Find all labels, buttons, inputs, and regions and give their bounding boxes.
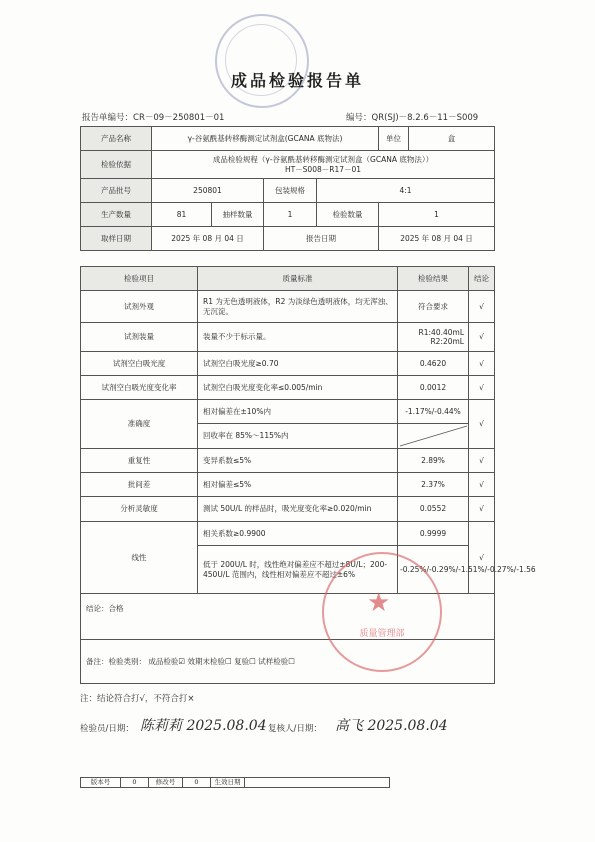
effective-date-label: 生效日期 bbox=[211, 778, 245, 788]
std-repeatability: 变异系数≤5% bbox=[198, 449, 398, 473]
std-accuracy-recovery: 回收率在 85%～115%内 bbox=[198, 424, 398, 449]
result-accuracy-deviation: -1.17%/-0.44% bbox=[398, 400, 469, 424]
conclusion-row: 结论：合格 bbox=[81, 594, 495, 640]
result-blank-absorbance: 0.4620 bbox=[398, 352, 469, 376]
result-linearity-correlation: 0.9999 bbox=[398, 522, 469, 546]
header-item: 检验项目 bbox=[81, 267, 198, 291]
std-accuracy-deviation: 相对偏差在±10%内 bbox=[198, 400, 398, 424]
unit-label: 单位 bbox=[379, 127, 409, 151]
revision-no-value: 0 bbox=[121, 778, 149, 788]
result-appearance: 符合要求 bbox=[398, 291, 469, 323]
sample-value: 1 bbox=[264, 203, 317, 227]
qty-value: 81 bbox=[152, 203, 212, 227]
item-blank-absorbance: 试剂空白吸光度 bbox=[81, 352, 198, 376]
conclusion-repeatability: √ bbox=[469, 449, 495, 473]
result-blank-change-rate: 0.0012 bbox=[398, 376, 469, 400]
item-batch-difference: 批间差 bbox=[81, 473, 198, 497]
spec-value: 4:1 bbox=[317, 179, 495, 203]
change-no-label: 修改号 bbox=[149, 778, 183, 788]
std-appearance: R1 为无色透明液体，R2 为淡绿色透明液体，均无浑浊、无沉淀。 bbox=[198, 291, 398, 323]
spec-label: 包装规格 bbox=[264, 179, 317, 203]
item-appearance: 试剂外观 bbox=[81, 291, 198, 323]
header-standard: 质量标准 bbox=[198, 267, 398, 291]
stamp-star-icon: ★ bbox=[367, 588, 391, 618]
sample-date-label: 取样日期 bbox=[81, 227, 152, 251]
std-volume: 装量不少于标示量。 bbox=[198, 323, 398, 352]
document-number bbox=[346, 111, 478, 123]
inspector-label: 检验员/日期： bbox=[80, 724, 134, 734]
conclusion-batch-difference: √ bbox=[469, 473, 495, 497]
report-date-value: 2025 年 08 月 04 日 bbox=[379, 227, 495, 251]
conclusion-blank-change-rate: √ bbox=[469, 376, 495, 400]
header-result: 检验结果 bbox=[398, 267, 469, 291]
item-linearity: 线性 bbox=[81, 522, 198, 594]
inspector-signature: 陈莉莉 2025.08.04 bbox=[140, 718, 267, 734]
item-blank-change-rate: 试剂空白吸光度变化率 bbox=[81, 376, 198, 400]
top-seal-stamp bbox=[215, 14, 309, 108]
quality-dept-stamp bbox=[322, 552, 442, 672]
unit-value: 盒 bbox=[409, 127, 495, 151]
result-linearity-deviation: -0.25%/-0.29%/-1.51%/-0.27%/-1.56 bbox=[398, 546, 469, 594]
header-conclusion: 结论 bbox=[469, 267, 495, 291]
report-number bbox=[82, 111, 224, 123]
result-accuracy-recovery-slash bbox=[398, 424, 469, 449]
item-volume: 试剂装量 bbox=[81, 323, 198, 352]
sample-date-value: 2025 年 08 月 04 日 bbox=[152, 227, 264, 251]
result-sensitivity: 0.0552 bbox=[398, 497, 469, 522]
basis-value bbox=[152, 151, 495, 179]
report-number-value: CR－09－250801－01 bbox=[133, 113, 225, 123]
result-batch-difference: 2.37% bbox=[398, 473, 469, 497]
qty-label: 生产数量 bbox=[81, 203, 152, 227]
conclusion-sensitivity: √ bbox=[469, 497, 495, 522]
page-title: 成品检验报告单 bbox=[230, 71, 364, 90]
std-blank-change-rate: 试剂空白吸光度变化率≤0.005/min bbox=[198, 376, 398, 400]
stamp-bottom-text: 质量管理部 bbox=[359, 629, 405, 639]
report-number-label: 报告单编号： bbox=[82, 113, 134, 123]
effective-date-value bbox=[245, 778, 390, 788]
remark-row: 备注：检验类别： 成品检验☑ 效期末检验☐ 复验☐ 试样检验☐ bbox=[81, 640, 495, 684]
conclusion-volume: √ bbox=[469, 323, 495, 352]
product-name-label: 产品名称 bbox=[81, 127, 152, 151]
item-repeatability: 重复性 bbox=[81, 449, 198, 473]
document-number-label: 编号： bbox=[346, 113, 372, 123]
batch-value: 250801 bbox=[152, 179, 264, 203]
sample-label: 抽样数量 bbox=[212, 203, 264, 227]
document-number-value: QR(SJ)－8.2.6－11－S009 bbox=[371, 113, 479, 123]
conclusion-linearity: √ bbox=[469, 522, 495, 594]
std-blank-absorbance: 试剂空白吸光度≥0.70 bbox=[198, 352, 398, 376]
conclusion-appearance: √ bbox=[469, 291, 495, 323]
batch-label: 产品批号 bbox=[81, 179, 152, 203]
revision-table bbox=[80, 777, 390, 788]
basis-label: 检验依据 bbox=[81, 151, 152, 179]
std-linearity-correlation: 相关系数≥0.9900 bbox=[198, 522, 398, 546]
revision-no-label: 版本号 bbox=[81, 778, 121, 788]
basis-line-2: HT－S008－R17－01 bbox=[284, 164, 362, 174]
product-name: γ-谷氨酰基转移酶测定试剂盒(GCANA 底物法) bbox=[152, 127, 379, 151]
item-accuracy: 准确度 bbox=[81, 400, 198, 449]
item-sensitivity: 分析灵敏度 bbox=[81, 497, 198, 522]
std-sensitivity: 测试 50U/L 的样品时，吸光度变化率≥0.020/min bbox=[198, 497, 398, 522]
basis-line-1: 成品检验规程（γ-谷氨酰基转移酶测定试剂盒（GCANA 底物法）） bbox=[212, 155, 434, 165]
reviewer-label: 复核人/日期： bbox=[268, 724, 322, 734]
test-qty-value: 1 bbox=[379, 203, 495, 227]
info-table bbox=[80, 126, 495, 251]
conclusion-blank-absorbance: √ bbox=[469, 352, 495, 376]
footer-note: 注：结论符合打√，不符合打× bbox=[80, 694, 195, 704]
slash-mark bbox=[398, 424, 469, 448]
test-qty-label: 检验数量 bbox=[317, 203, 379, 227]
result-volume: R1:40.40mL R2:20mL bbox=[398, 323, 469, 352]
conclusion-accuracy: √ bbox=[469, 400, 495, 449]
reviewer-signature: 高飞 2025.08.04 bbox=[335, 718, 448, 734]
result-repeatability: 2.89% bbox=[398, 449, 469, 473]
std-linearity-deviation: 低于 200U/L 时，线性绝对偏差应不超过±8U/L；200-450U/L 范围内，线性相对偏差应不超过±6% bbox=[198, 546, 398, 594]
std-batch-difference: 相对偏差≤5% bbox=[198, 473, 398, 497]
report-date-label: 报告日期 bbox=[264, 227, 379, 251]
change-no-value: 0 bbox=[183, 778, 211, 788]
